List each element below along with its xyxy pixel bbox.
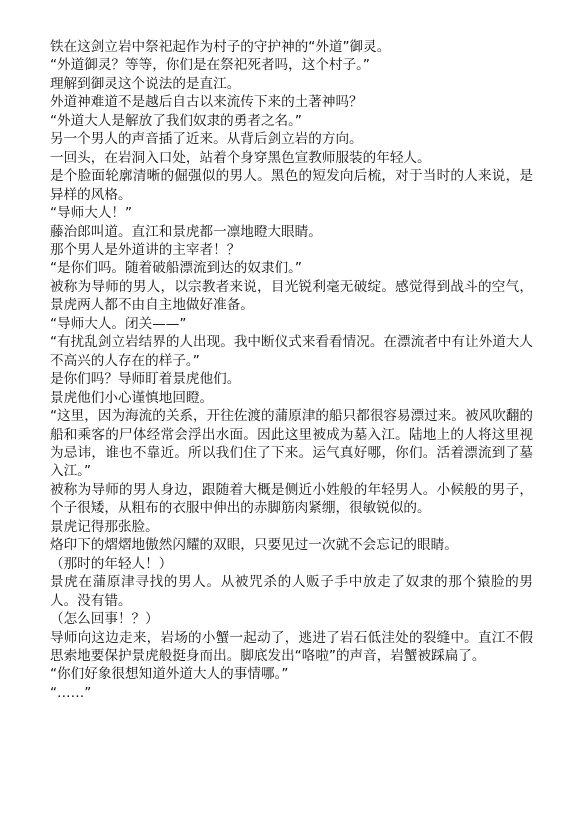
paragraph: 铁在这剑立岩中祭祀起作为村子的守护神的“外道”御灵。 — [50, 39, 391, 55]
paragraph: “你们好象很想知道外道大人的事情哪。” — [50, 666, 289, 683]
paragraph: 导师向这边走来，岩场的小蟹一起动了，逃进了岩石低洼处的裂缝中。直江不假思索地要保护景虎般挺身而出。脚底发出“咯啦”的声音，岩蟹被踩扁了。 — [50, 629, 533, 664]
paragraph: （怎么回事！？） — [50, 611, 159, 628]
paragraph: 被称为导师的男人，以宗教者来说，目光锐利毫无破绽。感觉得到战斗的空气，景虎两人都不由自主地做好准备。 — [50, 278, 533, 314]
paragraph: 外道神难道不是越后自古以来流传下来的土著神吗？ — [50, 94, 363, 111]
paragraph: 是个脸面轮廓清晰的倔强似的男人。黑色的短发向后梳，对于当时的人来说，是异样的风格。 — [50, 168, 533, 203]
paragraph: 是你们吗？导师盯着景虎他们。 — [50, 371, 241, 388]
paragraph: 藤治郎叫道。直江和景虎都一凛地瞪大眼睛。 — [50, 223, 322, 240]
paragraph: 烙印下的熠熠地傲然闪耀的双眼，只要见过一次就不会忘记的眼睛。 — [50, 537, 458, 554]
paragraph: 另一个男人的声音插了近来。从背后剑立岩的方向。 — [50, 131, 363, 148]
paragraph: “导师大人！” — [50, 205, 133, 222]
paragraph: 景虎记得那张脸。 — [50, 518, 159, 535]
paragraph: “是你们吗。随着破船漂流到达的奴隶们。” — [50, 260, 302, 277]
paragraph: “导师大人。闭关——” — [50, 315, 187, 332]
paragraph: 那个男人是外道讲的主宰者！？ — [50, 241, 241, 258]
paragraph: “……” — [50, 684, 92, 701]
paragraph: “有扰乱剑立岩结界的人出现。我中断仪式来看看情况。在漂流者中有让外道大人不高兴的人存在的样子。” — [50, 334, 533, 369]
paragraph: 景虎在蒲原津寻找的男人。从被咒杀的人贩子手中放走了奴隶的那个猿脸的男人。没有错。 — [50, 574, 533, 609]
paragraph: （那时的年轻人！） — [50, 555, 173, 572]
paragraph: 一回头，在岩洞入口处，站着个身穿黑色宣教师服装的年轻人。 — [50, 149, 431, 166]
paragraph: 被称为导师的男人身边，跟随着大概是侧近小姓般的年轻男人。小候般的男子，个子很矮，从粗布的衣服中伸出的赤脚筋肉紧绷，很敏锐似的。 — [50, 481, 533, 517]
paragraph: “外道御灵？等等，你们是在祭祀死者吗，这个村子。” — [50, 57, 370, 74]
paragraph: “外道大人是解放了我们奴隶的勇者之名。” — [50, 112, 302, 129]
paragraph: 理解到御灵这个说法的是直江。 — [50, 75, 241, 92]
paragraph: 景虎他们小心谨慎地回瞪。 — [50, 389, 214, 406]
paragraph: “这里，因为海流的关系，开往佐渡的蒲原津的船只都很容易漂过来。被风吹翻的船和乘客的尸体经常会浮出水面。因此这里被成为墓入江。陆地上的人将这里视为忌讳，谁也不靠近。所以我们住了下来。运气真好哪，你们。活着漂流到了墓入江。” — [50, 408, 533, 480]
